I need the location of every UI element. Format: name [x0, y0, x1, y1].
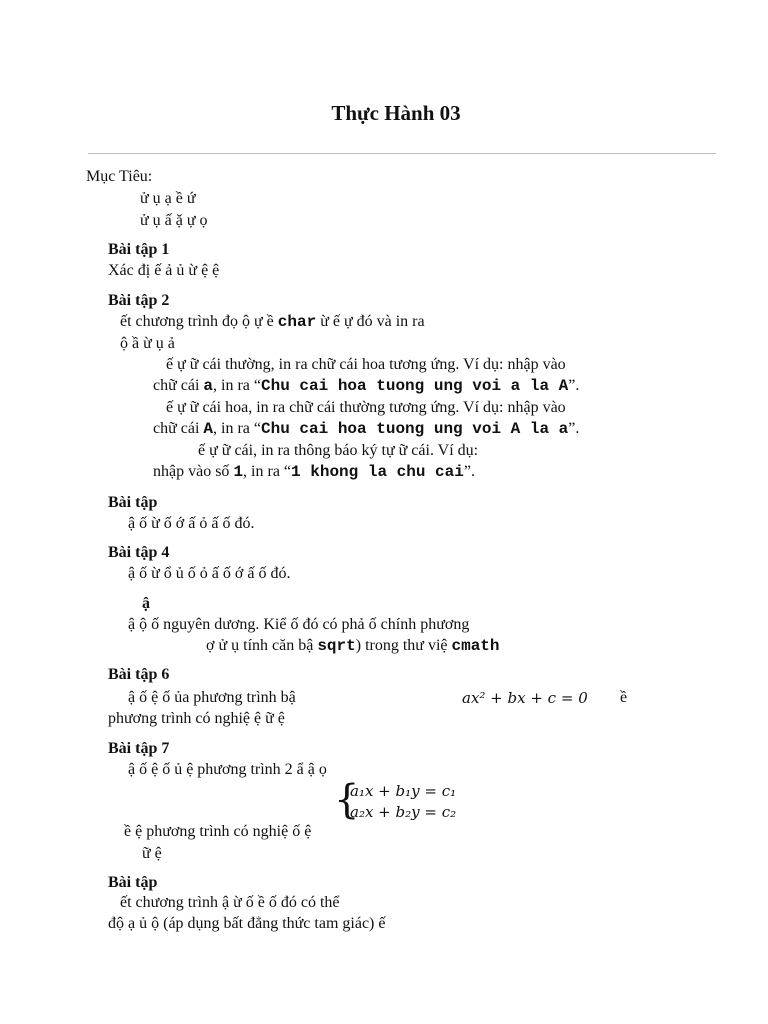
exercise-7-line-2: ề ệ phương trình có nghiệ ố ệ [124, 823, 312, 840]
title-divider [88, 153, 716, 154]
exercise-5-line-1: ậ ộ ố nguyên dương. Kiể ố đó có phả ố chính phương [128, 616, 470, 633]
system-brace: { [334, 777, 360, 823]
exercise-2-title: Bài tập 2 [108, 292, 170, 309]
exercise-2-case-3-line-2: nhập vào số 1, in ra “1 khong la chu cai”. [153, 463, 475, 481]
exercise-7-title: Bài tập 7 [108, 740, 170, 757]
objective-heading: Mục Tiêu: [86, 168, 153, 185]
exercise-1-title: Bài tập 1 [108, 241, 170, 258]
page-title: Thực Hành 03 [331, 101, 461, 125]
objective-item-2: ử ụ ấ ặ ự ọ [140, 212, 208, 229]
exercise-2-case-2-line-1: ế ự ữ cái hoa, in ra chữ cái thường tương ứng. Ví dụ: nhập vào [166, 399, 566, 416]
exercise-5-title: ậ [142, 595, 150, 612]
exercise-2-case-1-line-2: chữ cái a, in ra “Chu cai hoa tuong ung voi a la A”. [153, 377, 580, 395]
exercise-7-line-1: ậ ố ệ ố ủ ệ phương trình 2 ẩ ậ ọ [128, 761, 327, 778]
exercise-7-line-3: ữ ệ [142, 845, 162, 862]
exercise-6-title: Bài tập 6 [108, 666, 170, 683]
exercise-3-text: ậ ố ừ ố ớ ấ ỏ ấ ố đó. [128, 515, 255, 532]
system-equation-2: a₂x + b₂y = c₂ [350, 803, 457, 821]
quadratic-equation: ax² + bx + c = 0 [462, 689, 588, 707]
exercise-8-line-2: độ ạ ủ ộ (áp dụng bất đẳng thức tam giác) ế [108, 915, 386, 932]
exercise-3-title: Bài tập [108, 494, 158, 511]
system-equation-1: a₁x + b₁y = c₁ [350, 782, 457, 800]
exercise-6-line-1-end: ề [620, 689, 628, 706]
exercise-2-line-2: ộ ầ ừ ụ ả [120, 335, 175, 352]
exercise-2-case-1-line-1: ế ự ữ cái thường, in ra chữ cái hoa tương ứng. Ví dụ: nhập vào [166, 356, 566, 373]
exercise-8-line-1: ết chương trình ậ ừ ố ề ố đó có thể [120, 894, 340, 911]
exercise-2-line-1: ết chương trình đọ ộ ự ề char ừ ế ự đó và in ra [120, 313, 425, 331]
exercise-8-title: Bài tập [108, 874, 158, 891]
exercise-6-line-1: ậ ố ệ ố ủa phương trình bậ [128, 689, 296, 706]
exercise-5-line-2: ợ ử ụ tính căn bậ sqrt) trong thư việ cmath [206, 637, 500, 655]
exercise-2-case-2-line-2: chữ cái A, in ra “Chu cai hoa tuong ung voi A la a”. [153, 420, 580, 438]
exercise-4-title: Bài tập 4 [108, 544, 170, 561]
exercise-2-case-3-line-1: ế ự ữ cái, in ra thông báo ký tự ữ cái. Ví dụ: [198, 442, 479, 459]
objective-item-1: ử ụ ạ ề ứ [140, 190, 196, 207]
exercise-4-text: ậ ố ừ ổ ủ ố ỏ ấ ố ớ ấ ố đó. [128, 565, 291, 582]
exercise-1-text: Xác đị ế ả ủ ừ ệ ệ [108, 262, 220, 279]
exercise-6-line-2: phương trình có nghiệ ệ ữ ệ [108, 710, 285, 727]
